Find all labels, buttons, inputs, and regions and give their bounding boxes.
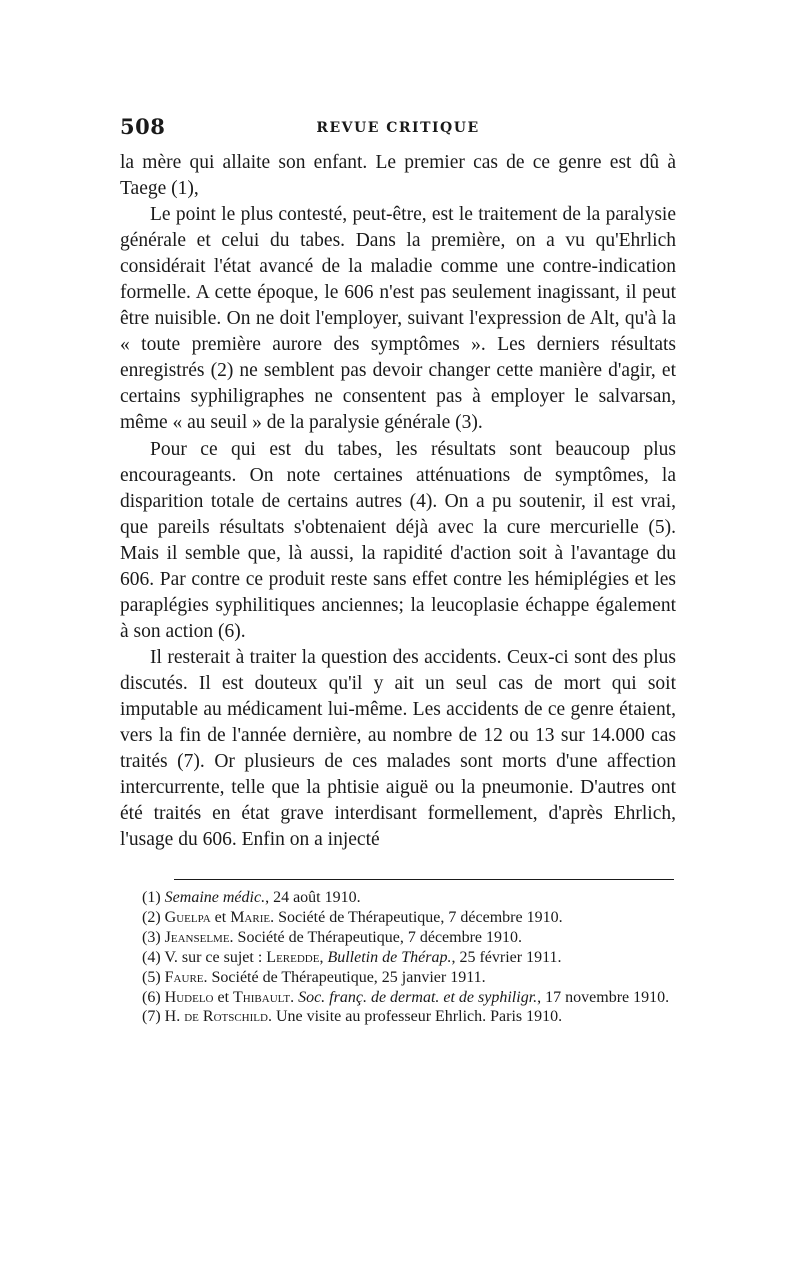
footnote-1 <box>132 888 676 908</box>
footnote-5 <box>132 968 676 988</box>
footnote-text: , <box>319 948 328 966</box>
running-title: REVUE CRITIQUE <box>316 120 480 136</box>
paragraph-continuation: la mère qui allaite son enfant. Le premier cas de ce genre est dû à Taege (1), <box>120 152 676 200</box>
footnote-author: Jeanselme <box>164 928 230 946</box>
footnote-text: et <box>210 908 231 926</box>
footnote-text: . Une visite au professeur Ehrlich. Paris 1910. <box>267 1008 563 1026</box>
footnote-separator <box>174 879 674 880</box>
footnote-text: , 17 novembre 1910. <box>537 988 670 1006</box>
paragraph-tabes: Pour ce qui est du tabes, les résultats sont beaucoup plus encourageants. On note certaines atténuations de symptômes, la disparition totale de certains autres (4). On a pu soutenir, il est vrai, que pareils résultats s'obtenaient déjà avec la cure mercurielle (5). Mais il semble que, là aussi, la rapidité d'action soit à l'avantage du 606. Par contre ce produit reste sans effet contre les hémiplégies et les paraplégies syphilitiques anciennes; la leucoplasie échappe également à son action (6). <box>120 438 676 642</box>
footnote-text: . Société de Thérapeutique, 7 décembre 1910. <box>270 908 563 926</box>
footnote-number: (6) <box>142 988 161 1006</box>
footnote-source: Semaine médic. <box>164 889 266 906</box>
footnote-author: Rotschild <box>202 1008 268 1026</box>
footnote-text: . Société de Thérapeutique, 25 janvier 1911. <box>203 968 486 986</box>
footnote-author: Marie <box>230 908 271 926</box>
footnotes <box>132 888 676 1027</box>
footnote-number: (2) <box>142 908 161 926</box>
footnote-text: H. <box>164 1008 185 1026</box>
footnote-4 <box>132 948 676 968</box>
footnote-author: Hudelo <box>164 988 214 1006</box>
footnote-6 <box>132 988 676 1008</box>
main-text <box>120 150 676 853</box>
footnote-source: Bulletin de Thérap. <box>327 948 452 966</box>
footnote-2 <box>132 908 676 928</box>
footnote-text: . Société de Thérapeutique, 7 décembre 1910. <box>229 928 523 946</box>
footnote-author: Faure <box>164 968 204 986</box>
footnote-author-particle: de <box>184 1008 199 1026</box>
footnote-text: et <box>213 988 234 1006</box>
footnote-text: V. sur ce sujet : <box>164 948 267 966</box>
footnote-author: Leredde <box>266 948 320 966</box>
footnote-7 <box>132 1007 676 1027</box>
footnote-number: (5) <box>142 968 161 986</box>
footnote-number: (1) <box>142 889 161 906</box>
footnote-text: . <box>290 988 299 1006</box>
paragraph-accidents: Il resterait à traiter la question des accidents. Ceux-ci sont des plus discutés. Il est douteux qu'il y ait un seul cas de mort qui soit imputable au médicament lui-même. Les accidents de ce genre étaient, vers la fin de l'année dernière, au nombre de 12 ou 13 sur 14.000 cas traités (7). Or plusieurs de ces malades sont morts d'une affection intercurrente, telle que la phtisie aiguë ou la pneumonie. D'autres ont été traités en état grave interdisant formellement, d'après Ehrlich, l'usage du 606. Enfin on a injecté <box>120 646 676 851</box>
footnote-text: , 25 février 1911. <box>451 948 562 966</box>
page-number: 508 <box>120 114 166 139</box>
footnote-number: (7) <box>142 1008 161 1026</box>
page-header <box>120 114 676 142</box>
footnote-author: Guelpa <box>164 908 211 926</box>
footnote-source: Soc. franç. de dermat. et de syphiligr. <box>298 988 538 1006</box>
paragraph-paralysie: Le point le plus contesté, peut-être, est le traitement de la paralysie générale et celui du tabes. Dans la première, on a vu qu'Ehrlich considérait l'état avancé de la maladie comme une contre-indication formelle. A cette époque, le 606 n'est pas seulement inagissant, il peut être nuisible. On ne doit l'employer, suivant l'expression de Alt, qu'à la « toute première aurore des symptômes ». Les derniers résultats enregistrés (2) ne semblent pas devoir changer cette manière d'agir, et certains syphiligraphes ne consentent pas à employer le salvarsan, même « au seuil » de la paralysie générale (3). <box>120 204 676 434</box>
footnote-number: (4) <box>142 948 161 966</box>
footnote-3 <box>132 928 676 948</box>
footnote-text: , 24 août 1910. <box>265 889 361 906</box>
footnote-number: (3) <box>142 928 161 946</box>
footnote-author: Thibault <box>233 988 291 1006</box>
